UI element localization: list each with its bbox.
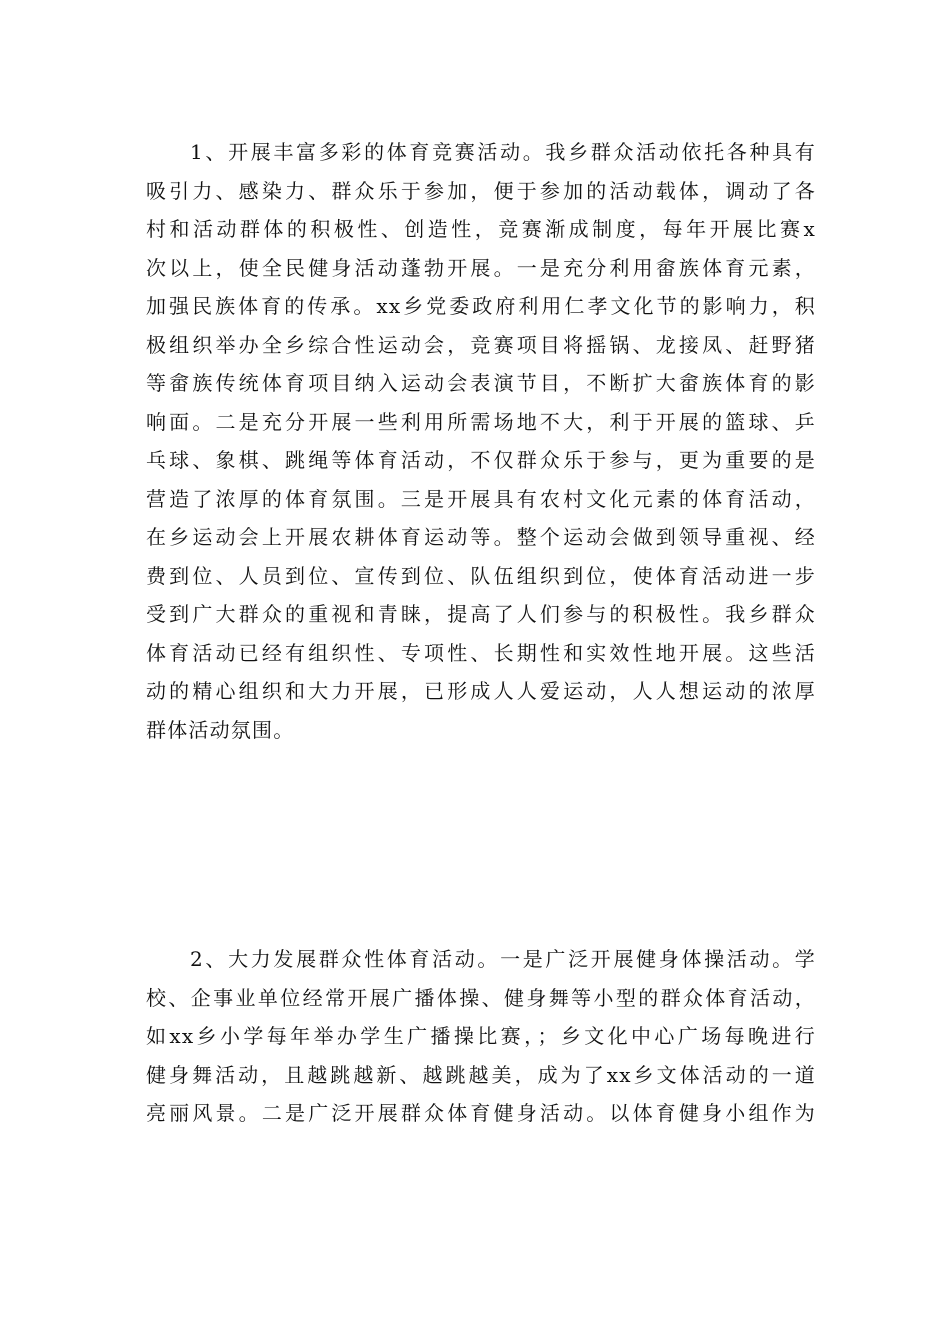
paragraph-line: 校、企事业单位经常开展广播体操、健身舞等小型的群众体育活动，: [146, 985, 816, 1010]
paragraph-line: 动的精心组织和大力开展，已形成人人爱运动，人人想运动的浓厚: [146, 679, 816, 703]
paragraph-line: 等畲族传统体育项目纳入运动会表演节目，不断扩大畲族体育的影: [146, 371, 816, 395]
paragraph-line: 加强民族体育的传承。xx乡党委政府利用仁孝文化节的影响力，积: [146, 294, 816, 318]
paragraph-line: 如xx乡小学每年举办学生广播操比赛，；乡文化中心广场每晚进行: [146, 1024, 816, 1048]
paragraph-line: 亮丽风景。二是广泛开展群众体育健身活动。以体育健身小组作为: [146, 1101, 816, 1125]
paragraph-line: 响面。二是充分开展一些利用所需场地不大，利于开展的篮球、乒: [146, 409, 816, 434]
paragraph-line: 村和活动群体的积极性、创造性，竞赛渐成制度，每年开展比赛x: [146, 217, 816, 241]
paragraph-line: 在乡运动会上开展农耕体育运动等。整个运动会做到领导重视、经: [146, 525, 816, 549]
paragraph-1: [146, 133, 816, 749]
paragraph-line: 2、大力发展群众性体育活动。一是广泛开展健身体操活动。学: [190, 947, 816, 971]
paragraph-line: 1、开展丰富多彩的体育竞赛活动。我乡群众活动依托各种具有: [190, 140, 816, 164]
paragraph-line: 次以上，使全民健身活动蓬勃开展。一是充分利用畲族体育元素，: [146, 255, 816, 280]
paragraph-2: [146, 940, 816, 1133]
paragraph-line: 健身舞活动，且越跳越新、越跳越美，成为了xx乡文体活动的一道: [146, 1062, 816, 1087]
paragraph-line: 营造了浓厚的体育氛围。三是开展具有农村文化元素的体育活动，: [146, 486, 816, 511]
paragraph-line: 吸引力、感染力、群众乐于参加，便于参加的活动载体，调动了各: [146, 178, 816, 203]
paragraph-line: 群体活动氛围。: [146, 717, 295, 742]
paragraph-line: 受到广大群众的重视和青睐，提高了人们参与的积极性。我乡群众: [146, 602, 816, 626]
paragraph-line: 乓球、象棋、跳绳等体育活动，不仅群众乐于参与，更为重要的是: [146, 448, 816, 472]
paragraph-line: 极组织举办全乡综合性运动会，竞赛项目将摇锅、龙接凤、赶野猪: [146, 332, 816, 357]
paragraph-line: 体育活动已经有组织性、专项性、长期性和实效性地开展。这些活: [146, 640, 816, 665]
paragraph-line: 费到位、人员到位、宣传到位、队伍组织到位，使体育活动进一步: [146, 563, 816, 588]
